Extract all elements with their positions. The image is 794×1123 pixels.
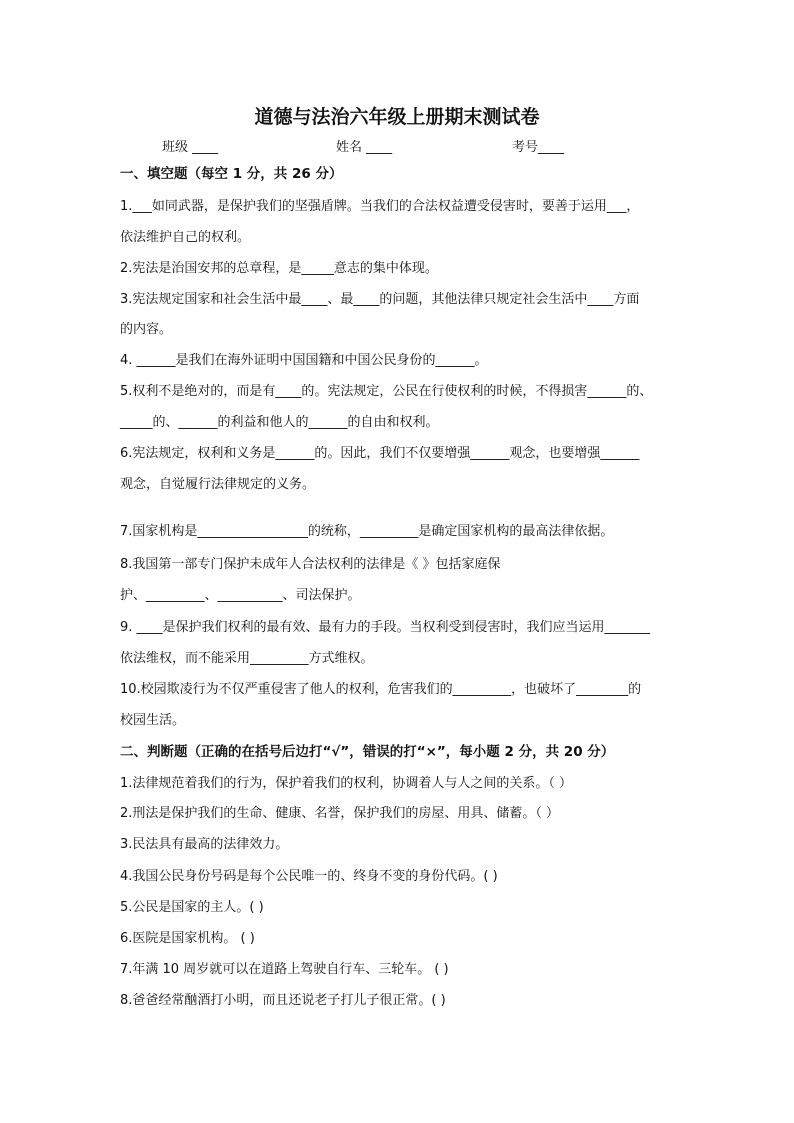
section-heading-true-false: 二、判断题（正确的在括号后边打“√”，错误的打“×”，每小题 2 分，共 20 分） bbox=[120, 744, 615, 760]
question-line: 依法维权，而不能采用_________方式维权。 bbox=[120, 651, 374, 666]
question-line: 6.宪法规定，权利和义务是______的。因此，我们不仅要增强______观念，也要增强______ bbox=[120, 446, 640, 461]
question-line: 1.法律规范着我们的行为，保护着我们的权利，协调着人与人之间的关系。（ ） bbox=[120, 776, 573, 791]
question-line: 护、_________、__________、司法保护。 bbox=[120, 588, 361, 603]
class-field: 班级 ____ bbox=[162, 140, 219, 155]
page-title: 道德与法治六年级上册期末测试卷 bbox=[254, 106, 540, 128]
question-line: 依法维护自己的权利。 bbox=[120, 230, 251, 245]
question-line: 1.___如同武器，是保护我们的坚强盾牌。当我们的合法权益遭受侵害时，要善于运用___， bbox=[120, 199, 640, 214]
question-line: 校园生活。 bbox=[120, 713, 186, 728]
question-line: 8.爸爸经常酗酒打小明，而且还说老子打儿子很正常。( ) bbox=[120, 993, 446, 1008]
exam-number-field: 考号____ bbox=[512, 140, 565, 155]
question-line: 7.年满 10 周岁就可以在道路上驾驶自行车、三轮车。 ( ) bbox=[120, 962, 449, 977]
question-line: 8.我国第一部专门保护未成年人合法权利的法律是《 》包括家庭保 bbox=[120, 557, 501, 572]
question-line: _____的、______的利益和他人的______的自由和权利。 bbox=[120, 415, 439, 430]
question-line: 5.权利不是绝对的，而是有____的。宪法规定，公民在行使权利的时候，不得损害______的、 bbox=[120, 384, 653, 399]
section-heading-fill-blank: 一、填空题（每空 1 分，共 26 分） bbox=[120, 166, 343, 182]
question-line: 7.国家机构是_________________的统称，_________是确定国家机构的最高法律依据。 bbox=[120, 524, 614, 539]
question-line: 的内容。 bbox=[120, 322, 173, 337]
question-line: 10.校园欺凌行为不仅严重侵害了他人的权利，危害我们的_________，也破坏了________的 bbox=[120, 682, 642, 697]
question-line: 观念，自觉履行法律规定的义务。 bbox=[120, 477, 316, 492]
question-line: 2.宪法是治国安邦的总章程，是_____意志的集中体现。 bbox=[120, 261, 438, 276]
question-line: 2.刑法是保护我们的生命、健康、名誉，保护我们的房屋、用具、储蓄。（ ） bbox=[120, 806, 560, 821]
question-line: 3.民法具有最高的法律效力。 bbox=[120, 837, 289, 852]
question-line: 6.医院是国家机构。 ( ) bbox=[120, 931, 255, 946]
question-line: 9. ____是保护我们权利的最有效、最有力的手段。当权利受到侵害时，我们应当运用_______ bbox=[120, 620, 651, 635]
question-line: 4.我国公民身份号码是每个公民唯一的、终身不变的身份代码。( ) bbox=[120, 869, 498, 884]
name-field: 姓名 ____ bbox=[336, 140, 393, 155]
question-line: 3.宪法规定国家和社会生活中最____、最____的问题，其他法律只规定社会生活中____方面 bbox=[120, 292, 640, 307]
question-line: 4. ______是我们在海外证明中国国籍和中国公民身份的______。 bbox=[120, 353, 488, 368]
question-line: 5.公民是国家的主人。( ) bbox=[120, 900, 264, 915]
